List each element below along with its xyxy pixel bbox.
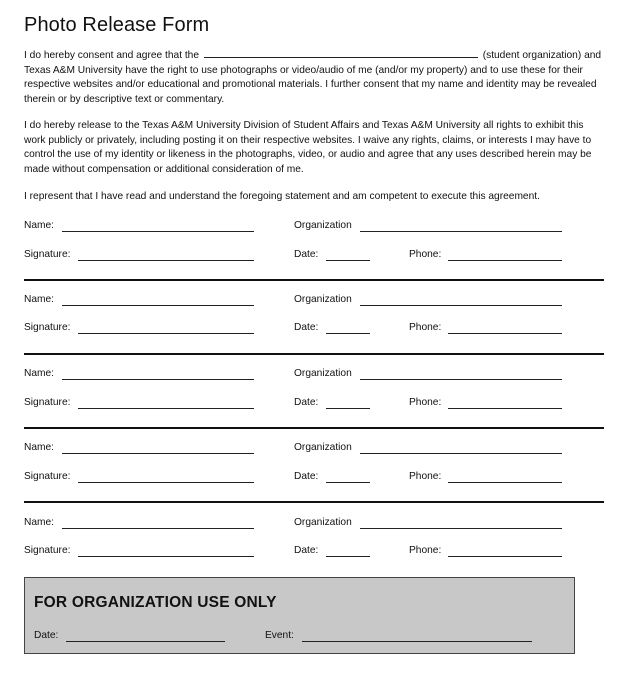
date-label: Date: — [294, 545, 319, 556]
name-line[interactable] — [62, 379, 254, 380]
phone-label: Phone: — [409, 397, 442, 408]
consent-text-end: (student organization) and Texas A&M University have the right to use photographs or video/audio of me (and/or my property) and to use these for their respective websites and/or educational and promotional materials. I further consent that my name and identity may be revealed therein or by descriptive text or commentary. — [24, 50, 602, 105]
organization-line[interactable] — [360, 305, 562, 306]
date-line[interactable] — [326, 482, 370, 483]
name-line[interactable] — [62, 305, 254, 306]
signature-line[interactable] — [78, 333, 254, 334]
organization-label: Organization — [294, 517, 352, 528]
organization-use-box — [24, 577, 575, 654]
phone-line[interactable] — [448, 482, 562, 483]
signer-block-5 — [24, 502, 604, 576]
phone-label: Phone: — [409, 322, 442, 333]
date-label: Date: — [294, 322, 319, 333]
event-line[interactable] — [302, 641, 532, 642]
signer-block-2 — [24, 279, 604, 355]
phone-line[interactable] — [448, 260, 562, 261]
phone-label: Phone: — [409, 545, 442, 556]
consent-paragraph — [24, 47, 604, 107]
organization-use-title: FOR ORGANIZATION USE ONLY — [34, 594, 277, 611]
signer-block-4 — [24, 427, 604, 503]
organization-line[interactable] — [360, 379, 562, 380]
signature-line[interactable] — [78, 556, 254, 557]
signature-label: Signature: — [24, 249, 71, 260]
signature-line[interactable] — [78, 260, 254, 261]
signer-block-1 — [24, 205, 604, 281]
release-paragraph: I do hereby release to the Texas A&M University Division of Student Affairs and Texas A&M University all rights to exhibit this work publicly or privately, including posting it on their respective websites. I waive any rights, claims, or interests I may have to control the use of my identity or likeness in the photographs, video, or audio and agree that any uses described herein may be made without compensation or additional consideration of me. — [24, 120, 592, 175]
date-line[interactable] — [326, 408, 370, 409]
organization-label: Organization — [294, 294, 352, 305]
name-line[interactable] — [62, 528, 254, 529]
organization-label: Organization — [294, 442, 352, 453]
signature-label: Signature: — [24, 322, 71, 333]
consent-text-start: I do hereby consent and agree that the — [24, 50, 200, 61]
signature-label: Signature: — [24, 397, 71, 408]
name-label: Name: — [24, 442, 55, 453]
signer-block-3 — [24, 353, 604, 429]
name-line[interactable] — [62, 453, 254, 454]
phone-line[interactable] — [448, 408, 562, 409]
organization-label: Organization — [294, 368, 352, 379]
representation-paragraph: I represent that I have read and understand the foregoing statement and am competent to execute this agreement. — [24, 191, 540, 202]
name-label: Name: — [24, 368, 55, 379]
organization-label: Organization — [294, 220, 352, 231]
signature-line[interactable] — [78, 408, 254, 409]
signature-line[interactable] — [78, 482, 254, 483]
date-line[interactable] — [326, 260, 370, 261]
signature-label: Signature: — [24, 471, 71, 482]
date-label: Date: — [294, 249, 319, 260]
org-date-label: Date: — [34, 630, 59, 641]
date-line[interactable] — [326, 333, 370, 334]
date-label: Date: — [294, 397, 319, 408]
organization-name-blank[interactable] — [204, 47, 478, 58]
date-line[interactable] — [326, 556, 370, 557]
phone-label: Phone: — [409, 249, 442, 260]
organization-line[interactable] — [360, 528, 562, 529]
form-title: Photo Release Form — [24, 14, 210, 36]
organization-line[interactable] — [360, 453, 562, 454]
phone-line[interactable] — [448, 333, 562, 334]
name-line[interactable] — [62, 231, 254, 232]
phone-label: Phone: — [409, 471, 442, 482]
event-label: Event: — [265, 630, 294, 641]
phone-line[interactable] — [448, 556, 562, 557]
name-label: Name: — [24, 220, 55, 231]
name-label: Name: — [24, 294, 55, 305]
org-date-line[interactable] — [66, 641, 225, 642]
date-label: Date: — [294, 471, 319, 482]
name-label: Name: — [24, 517, 55, 528]
signature-label: Signature: — [24, 545, 71, 556]
organization-line[interactable] — [360, 231, 562, 232]
